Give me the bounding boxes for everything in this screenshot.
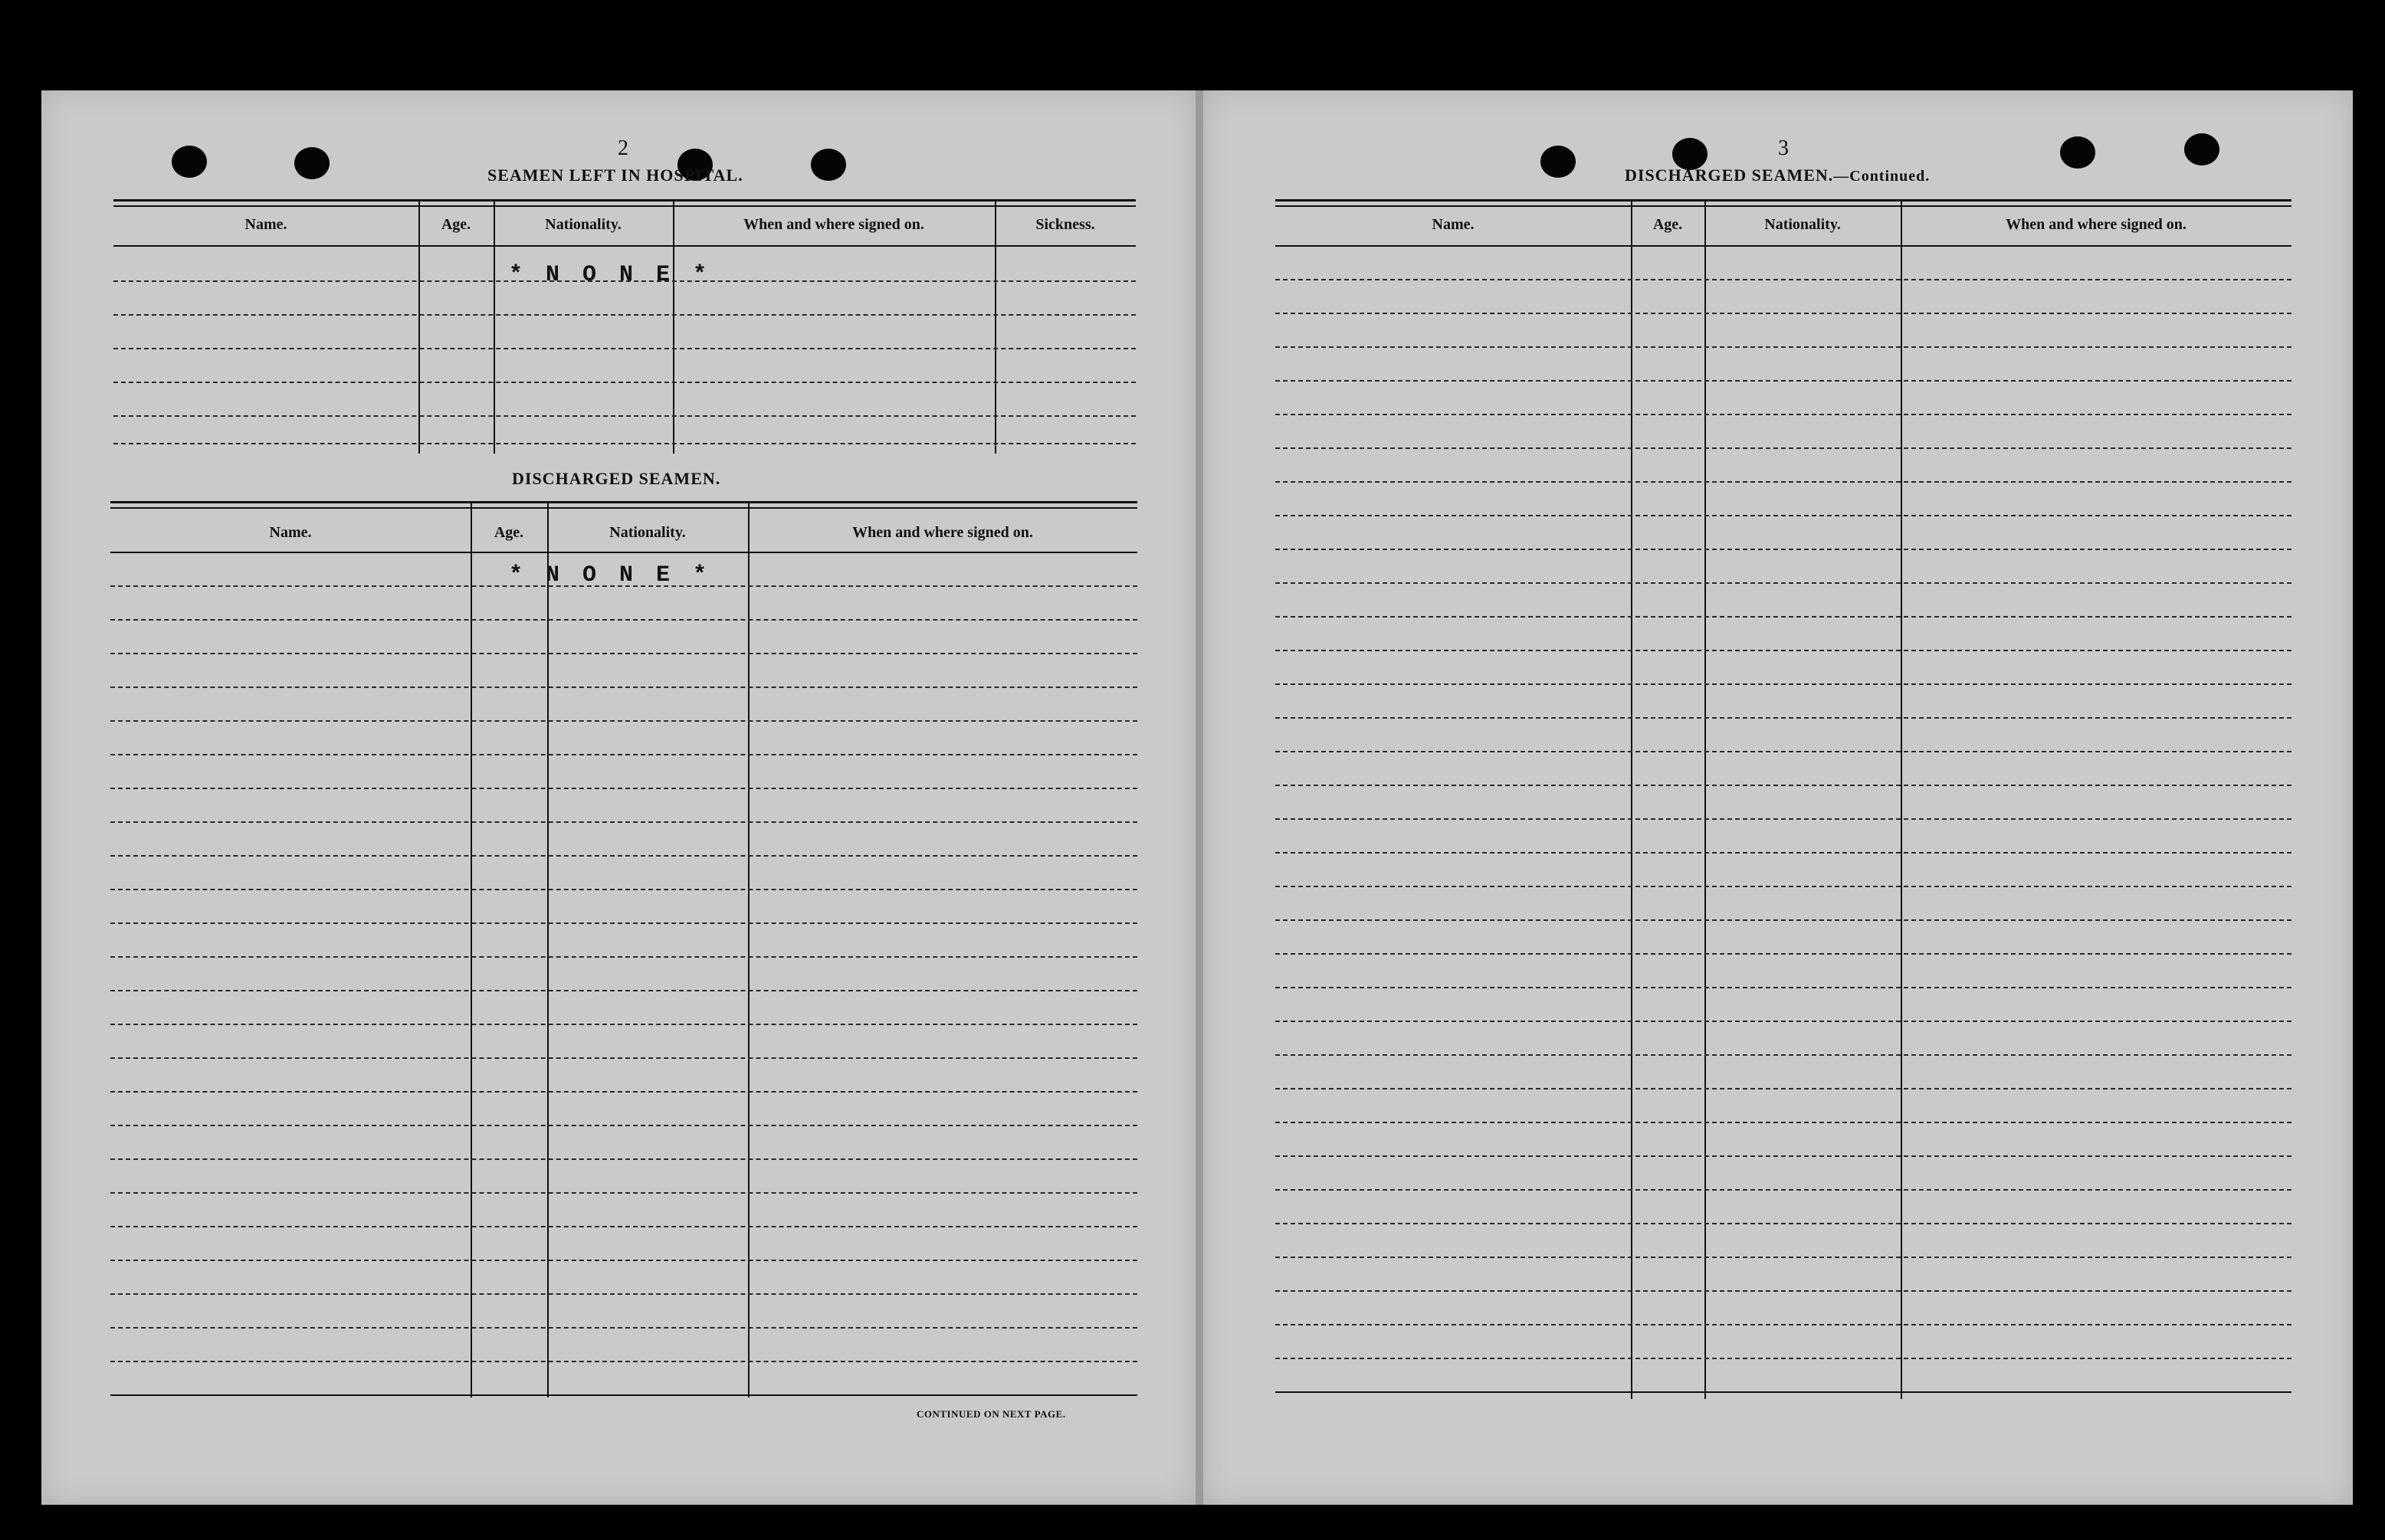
punch-hole (2184, 133, 2219, 165)
header-when-where: When and where signed on. (743, 216, 924, 233)
header-nationality: Nationality. (1764, 216, 1841, 233)
continued-note: CONTINUED ON NEXT PAGE. (917, 1408, 1066, 1420)
discharged-section-title: DISCHARGED SEAMEN. (512, 469, 721, 488)
punch-hole (2060, 136, 2095, 169)
header-name: Name. (269, 524, 312, 541)
page-number: 3 (1778, 136, 1789, 160)
hospital-section-title: SEAMEN LEFT IN HOSPITAL. (487, 165, 743, 185)
discharged-table-right (1275, 199, 2292, 1399)
hospital-table (113, 199, 1136, 454)
header-name: Name. (244, 216, 287, 233)
header-sickness: Sickness. (1035, 216, 1095, 233)
discharged-none-entry: * N O N E * (509, 562, 712, 588)
header-nationality: Nationality. (545, 216, 622, 233)
hospital-none-entry: * N O N E * (509, 262, 712, 288)
header-age: Age. (1652, 216, 1683, 233)
book-gutter (1196, 90, 1203, 1505)
header-when-where: When and where signed on. (852, 524, 1033, 541)
punch-hole (1540, 146, 1576, 178)
punch-hole (811, 149, 846, 181)
discharged-continued-title: DISCHARGED SEAMEN.—Continued. (1625, 165, 1931, 185)
punch-hole (172, 146, 207, 178)
page-number: 2 (618, 136, 628, 160)
header-age: Age. (441, 216, 471, 233)
left-page (41, 90, 1196, 1505)
header-name: Name. (1432, 216, 1475, 233)
header-when-where: When and where signed on. (2006, 216, 2187, 233)
discharged-table-left (110, 501, 1137, 1397)
right-page (1203, 90, 2353, 1505)
punch-hole (294, 147, 330, 179)
header-age: Age. (494, 524, 524, 541)
header-nationality: Nationality. (609, 524, 686, 541)
